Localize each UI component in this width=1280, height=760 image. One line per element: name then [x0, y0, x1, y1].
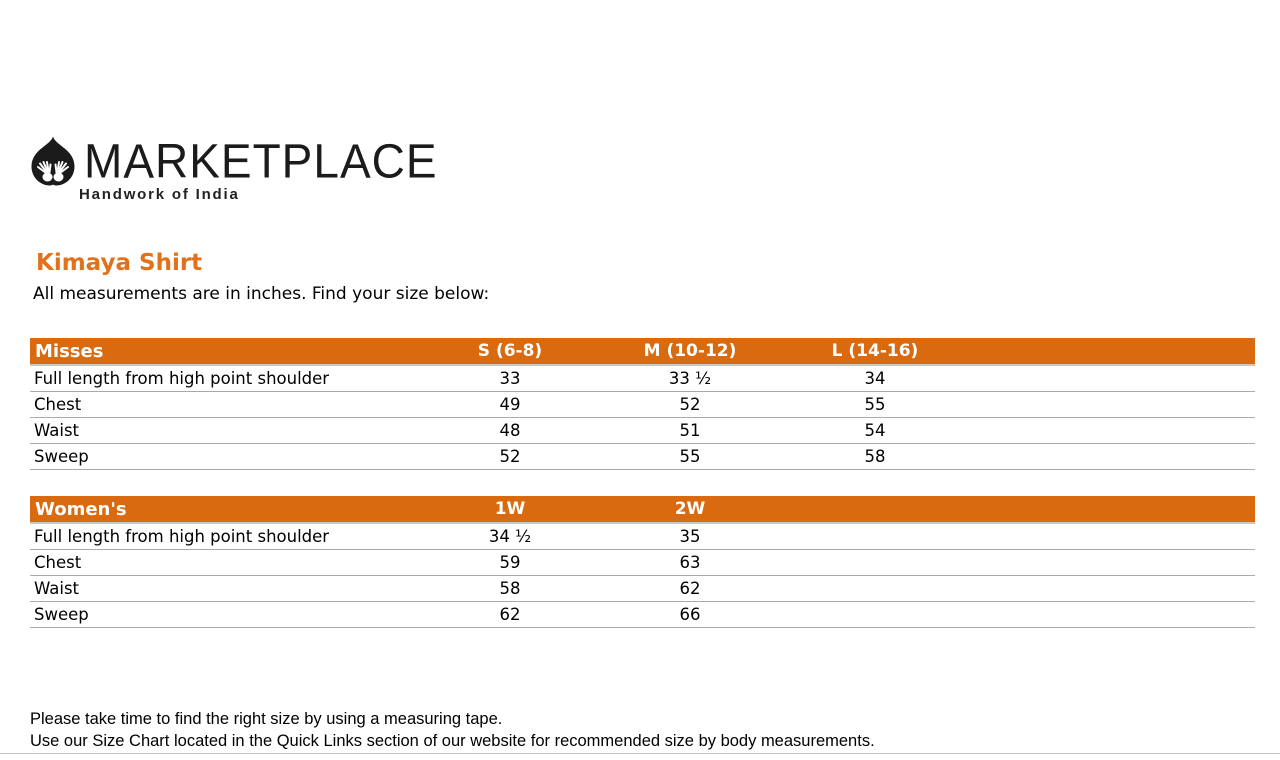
womens-col-filler [970, 496, 1255, 523]
cell-value: 48 [420, 417, 600, 443]
cell-value: 34 ½ [420, 523, 600, 549]
table-row [30, 365, 1255, 391]
row-label: Waist [30, 575, 420, 601]
womens-col-1w: 1W [420, 496, 600, 523]
footer-notes [30, 708, 875, 752]
cell-value: 35 [600, 523, 780, 549]
cell-value: 59 [420, 549, 600, 575]
cell-value: 66 [600, 601, 780, 627]
table-row [30, 443, 1255, 469]
cell-value: 55 [600, 443, 780, 469]
table-row [30, 523, 1255, 549]
cell-value: 62 [420, 601, 600, 627]
misses-col-small: S (6-8) [420, 338, 600, 365]
misses-col-filler [970, 338, 1255, 365]
womens-table-name: Women's [30, 496, 420, 523]
bottom-divider [0, 753, 1280, 754]
cell-value: 62 [600, 575, 780, 601]
cell-value: 33 ½ [600, 365, 780, 391]
cell-value: 63 [600, 549, 780, 575]
row-label: Chest [30, 549, 420, 575]
cell-value: 51 [600, 417, 780, 443]
misses-header-row [30, 338, 1255, 365]
cell-value: 33 [420, 365, 600, 391]
womens-size-table [30, 496, 1255, 628]
footer-note-size-chart: Use our Size Chart located in the Quick Links section of our website for recommended size by body measurements. [30, 732, 875, 750]
womens-header-row [30, 496, 1255, 523]
row-label: Sweep [30, 443, 420, 469]
row-label: Waist [30, 417, 420, 443]
page-subtitle: All measurements are in inches. Find your size below: [33, 284, 490, 304]
table-row [30, 575, 1255, 601]
cell-value: 34 [780, 365, 970, 391]
row-label: Chest [30, 391, 420, 417]
cell-value: 52 [420, 443, 600, 469]
womens-col-empty [780, 496, 970, 523]
misses-size-table [30, 338, 1255, 470]
cell-value: 52 [600, 391, 780, 417]
cell-value: 55 [780, 391, 970, 417]
cell-value: 58 [420, 575, 600, 601]
misses-table-name: Misses [30, 338, 420, 365]
table-row [30, 601, 1255, 627]
footer-note-measuring-tape: Please take time to find the right size by using a measuring tape. [30, 710, 503, 728]
cell-value: 54 [780, 417, 970, 443]
row-label: Sweep [30, 601, 420, 627]
brand-name: MARKETPLACE [84, 134, 438, 189]
brand-tagline: Handwork of India [79, 186, 240, 203]
row-label: Full length from high point shoulder [30, 523, 420, 549]
misses-col-medium: M (10-12) [600, 338, 780, 365]
row-label: Full length from high point shoulder [30, 365, 420, 391]
table-row [30, 391, 1255, 417]
leaf-hands-icon [28, 135, 78, 190]
misses-col-large: L (14-16) [780, 338, 970, 365]
table-row [30, 549, 1255, 575]
page-title: Kimaya Shirt [36, 250, 203, 276]
womens-col-2w: 2W [600, 496, 780, 523]
cell-value: 58 [780, 443, 970, 469]
table-row [30, 417, 1255, 443]
cell-value: 49 [420, 391, 600, 417]
